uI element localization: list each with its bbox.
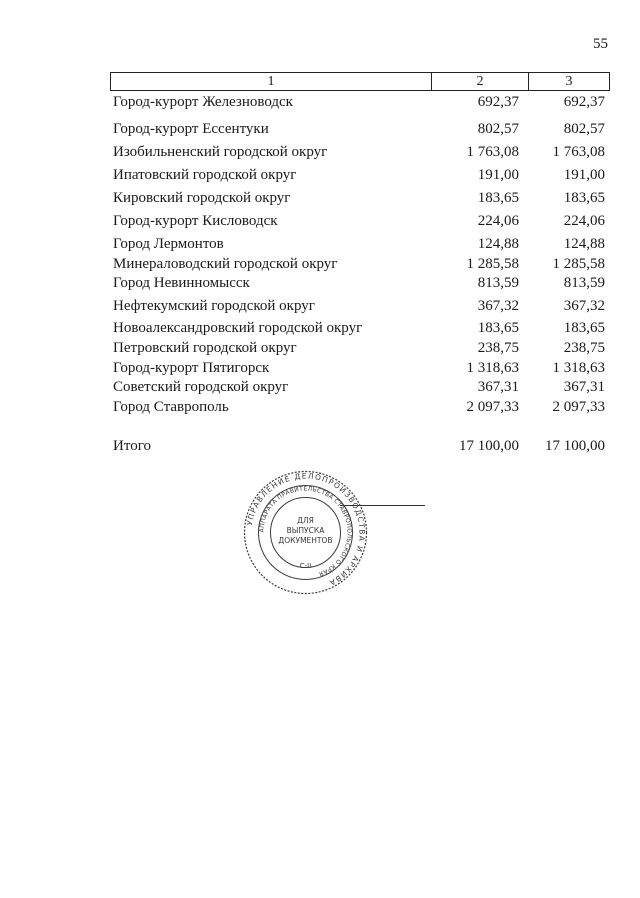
row-value-col-2: 124,88 bbox=[477, 236, 519, 252]
row-name: Город-курорт Пятигорск bbox=[113, 360, 270, 376]
table-row bbox=[113, 358, 610, 378]
official-stamp bbox=[243, 470, 368, 595]
row-name: Город Лермонтов bbox=[113, 236, 224, 252]
table-header-row bbox=[110, 72, 610, 91]
row-value-col-2: 802,57 bbox=[477, 121, 519, 137]
stamp-center-line-2: ВЫПУСКА bbox=[286, 526, 325, 535]
table-row bbox=[113, 377, 610, 397]
table-row bbox=[113, 92, 610, 112]
row-name: Город-курорт Железноводск bbox=[113, 94, 293, 110]
total-value-col-3: 17 100,00 bbox=[545, 438, 605, 454]
table-header-col-2: 2 bbox=[432, 73, 529, 90]
page-number: 55 bbox=[593, 36, 608, 52]
stamp-center-line-3: ДОКУМЕНТОВ bbox=[278, 536, 333, 545]
row-value-col-3: 802,57 bbox=[563, 121, 605, 137]
row-value-col-3: 191,00 bbox=[563, 167, 605, 183]
row-value-col-3: 224,06 bbox=[563, 213, 605, 229]
table-header-col-1: 1 bbox=[111, 73, 432, 90]
row-value-col-2: 191,00 bbox=[477, 167, 519, 183]
row-name: Новоалександровский городской округ bbox=[113, 320, 363, 336]
total-value-col-2: 17 100,00 bbox=[459, 438, 519, 454]
row-name: Изобильненский городской округ bbox=[113, 144, 328, 160]
row-value-col-2: 1 318,63 bbox=[466, 360, 519, 376]
row-value-col-2: 2 097,33 bbox=[466, 399, 519, 415]
row-name: Минераловодский городской округ bbox=[113, 256, 338, 272]
stamp-seal-icon bbox=[243, 470, 368, 595]
table-row bbox=[113, 254, 610, 274]
row-name: Город-курорт Кисловодск bbox=[113, 213, 278, 229]
total-label: Итого bbox=[113, 438, 151, 454]
row-value-col-2: 367,32 bbox=[477, 298, 519, 314]
table-row bbox=[113, 234, 610, 254]
row-value-col-3: 692,37 bbox=[563, 94, 605, 110]
row-value-col-2: 224,06 bbox=[477, 213, 519, 229]
row-name: Нефтекумский городской округ bbox=[113, 298, 315, 314]
row-value-col-3: 367,31 bbox=[563, 379, 605, 395]
table-row bbox=[113, 188, 610, 208]
stamp-inner-text: АППАРАТА ПРАВИТЕЛЬСТВА СТАВРОПОЛЬСКОГО КРАЯ bbox=[258, 485, 353, 578]
table-row bbox=[113, 273, 610, 293]
table-row bbox=[113, 296, 610, 316]
table-row bbox=[113, 338, 610, 358]
row-value-col-3: 183,65 bbox=[563, 320, 605, 336]
table-row bbox=[113, 165, 610, 185]
row-value-col-3: 2 097,33 bbox=[552, 399, 605, 415]
stamp-outer-text: УПРАВЛЕНИЕ ДЕЛОПРОИЗВОДСТВА И АРХИВА bbox=[244, 471, 367, 588]
row-value-col-3: 367,32 bbox=[563, 298, 605, 314]
row-value-col-2: 238,75 bbox=[477, 340, 519, 356]
table-row bbox=[113, 119, 610, 139]
stamp-center-line-1: ДЛЯ bbox=[297, 516, 314, 525]
row-name: Город-курорт Ессентуки bbox=[113, 121, 269, 137]
row-value-col-3: 1 285,58 bbox=[552, 256, 605, 272]
row-value-col-2: 1 285,58 bbox=[466, 256, 519, 272]
row-value-col-3: 183,65 bbox=[563, 190, 605, 206]
row-value-col-3: 1 318,63 bbox=[552, 360, 605, 376]
row-value-col-2: 692,37 bbox=[477, 94, 519, 110]
row-value-col-3: 813,59 bbox=[563, 275, 605, 291]
table-row bbox=[113, 318, 610, 338]
row-value-col-3: 1 763,08 bbox=[552, 144, 605, 160]
table-row bbox=[113, 211, 610, 231]
row-name: Ипатовский городской округ bbox=[113, 167, 297, 183]
table-total-row bbox=[113, 436, 610, 456]
row-value-col-3: 124,88 bbox=[563, 236, 605, 252]
row-value-col-2: 183,65 bbox=[477, 320, 519, 336]
table-row bbox=[113, 397, 610, 417]
row-value-col-3: 238,75 bbox=[563, 340, 605, 356]
row-value-col-2: 813,59 bbox=[477, 275, 519, 291]
stamp-code: С-II bbox=[299, 562, 312, 570]
row-value-col-2: 1 763,08 bbox=[466, 144, 519, 160]
row-value-col-2: 183,65 bbox=[477, 190, 519, 206]
row-name: Петровский городской округ bbox=[113, 340, 297, 356]
row-name: Кировский городской округ bbox=[113, 190, 291, 206]
row-value-col-2: 367,31 bbox=[477, 379, 519, 395]
table-header-col-3: 3 bbox=[565, 73, 573, 89]
row-name: Советский городской округ bbox=[113, 379, 289, 395]
table-row bbox=[113, 142, 610, 162]
row-name: Город Ставрополь bbox=[113, 399, 229, 415]
row-name: Город Невинномысск bbox=[113, 275, 250, 291]
